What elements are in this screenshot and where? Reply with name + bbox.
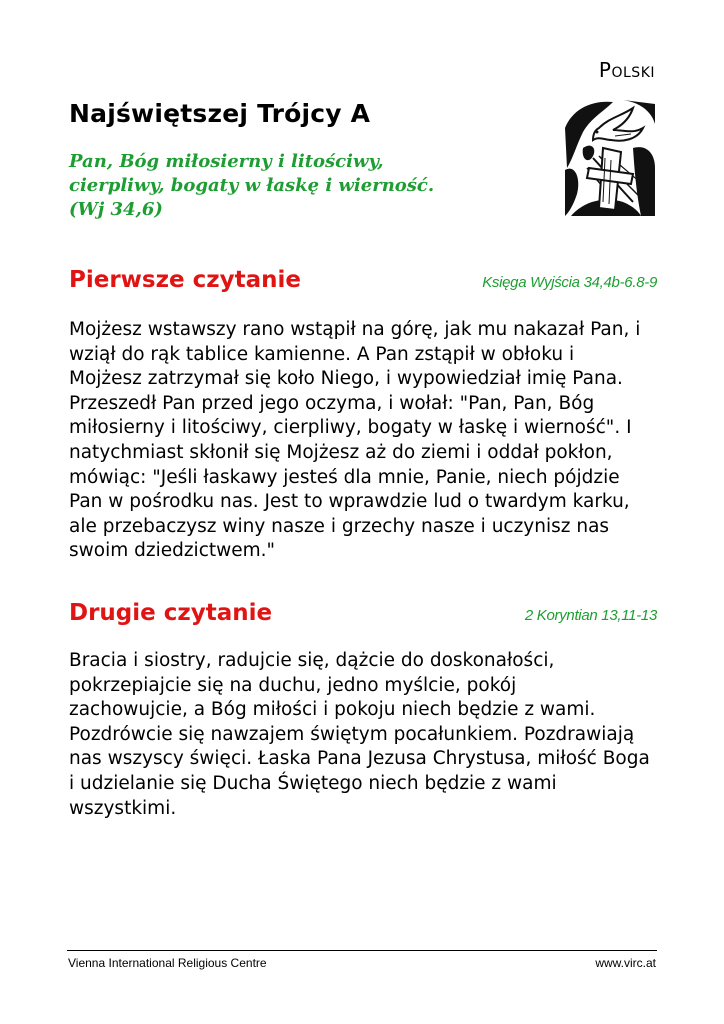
reading-reference: Księga Wyjścia 34,4b-6.8-9 xyxy=(482,274,657,291)
text-line: zachowujcie, a Bóg miłości i pokoju niech będzie z wami. xyxy=(69,699,596,721)
text-line: wziął do rąk tablice kamienne. A Pan zstąpił w obłoku i xyxy=(69,343,575,365)
text-line: Pozdrówcie się nawzajem świętym pocałunkiem. Pozdrawiają xyxy=(69,723,635,745)
text-line: miłosierny i litościwy, cierpliwy, bogaty w łaskę i wierność". I xyxy=(69,417,632,439)
reading-header xyxy=(69,267,657,293)
reading-text xyxy=(69,318,669,564)
text-line: pokrzepiajcie się na duchu, jedno myślcie, pokój xyxy=(69,674,517,696)
text-line: swoim dziedzictwem." xyxy=(69,540,276,562)
language-label: Polski xyxy=(598,58,655,82)
motto-line: Pan, Bóg miłosierny i litościwy, xyxy=(69,151,384,172)
reading-header xyxy=(69,600,657,626)
text-line: Mojżesz wstawszy rano wstąpił na górę, jak mu nakazał Pan, i xyxy=(69,319,641,340)
motto xyxy=(69,150,469,222)
text-line: natychmiast skłonił się Mojżesz aż do ziemi i oddał pokłon, xyxy=(69,441,613,463)
dove-over-cross-woodcut-icon xyxy=(563,98,657,218)
page-title: Najświętszej Trójcy A xyxy=(69,99,371,128)
reading-reference: 2 Koryntian 13,11-13 xyxy=(524,607,657,624)
footer-organization: Vienna International Religious Centre xyxy=(68,956,267,970)
reading-title: Drugie czytanie xyxy=(69,600,273,626)
text-line: Bracia i siostry, radujcie się, dążcie do doskonałości, xyxy=(69,650,555,671)
footer-divider xyxy=(67,950,657,951)
text-line: Przeszedł Pan przed jego oczyma, i wołał: "Pan, Pan, Bóg xyxy=(69,392,595,414)
text-line: nas wszyscy święci. Łaska Pana Jezusa Chrystusa, miłość Boga xyxy=(69,748,650,770)
text-line: ale przebaczysz winy nasze i grzechy nasze i uczynisz nas xyxy=(69,515,610,537)
motto-line: cierpliwy, bogaty w łaskę i wierność. xyxy=(69,175,435,196)
reading-title: Pierwsze czytanie xyxy=(69,267,301,293)
text-line: Pan w pośrodku nas. Jest to wprawdzie lud o twardym karku, xyxy=(69,491,630,513)
text-line: mówiąc: "Jeśli łaskawy jesteś dla mnie, Panie, niech pójdzie xyxy=(69,466,620,488)
text-line: wszystkimi. xyxy=(69,797,177,819)
reading-text xyxy=(69,649,669,821)
text-line: Mojżesz zatrzymał się koło Niego, i wypowiedział imię Pana. xyxy=(69,368,623,390)
motto-line: (Wj 34,6) xyxy=(69,199,163,220)
text-line: i udzielanie się Ducha Świętego niech będzie z wami xyxy=(69,772,557,794)
footer-website-link[interactable]: www.virc.at xyxy=(595,956,656,970)
